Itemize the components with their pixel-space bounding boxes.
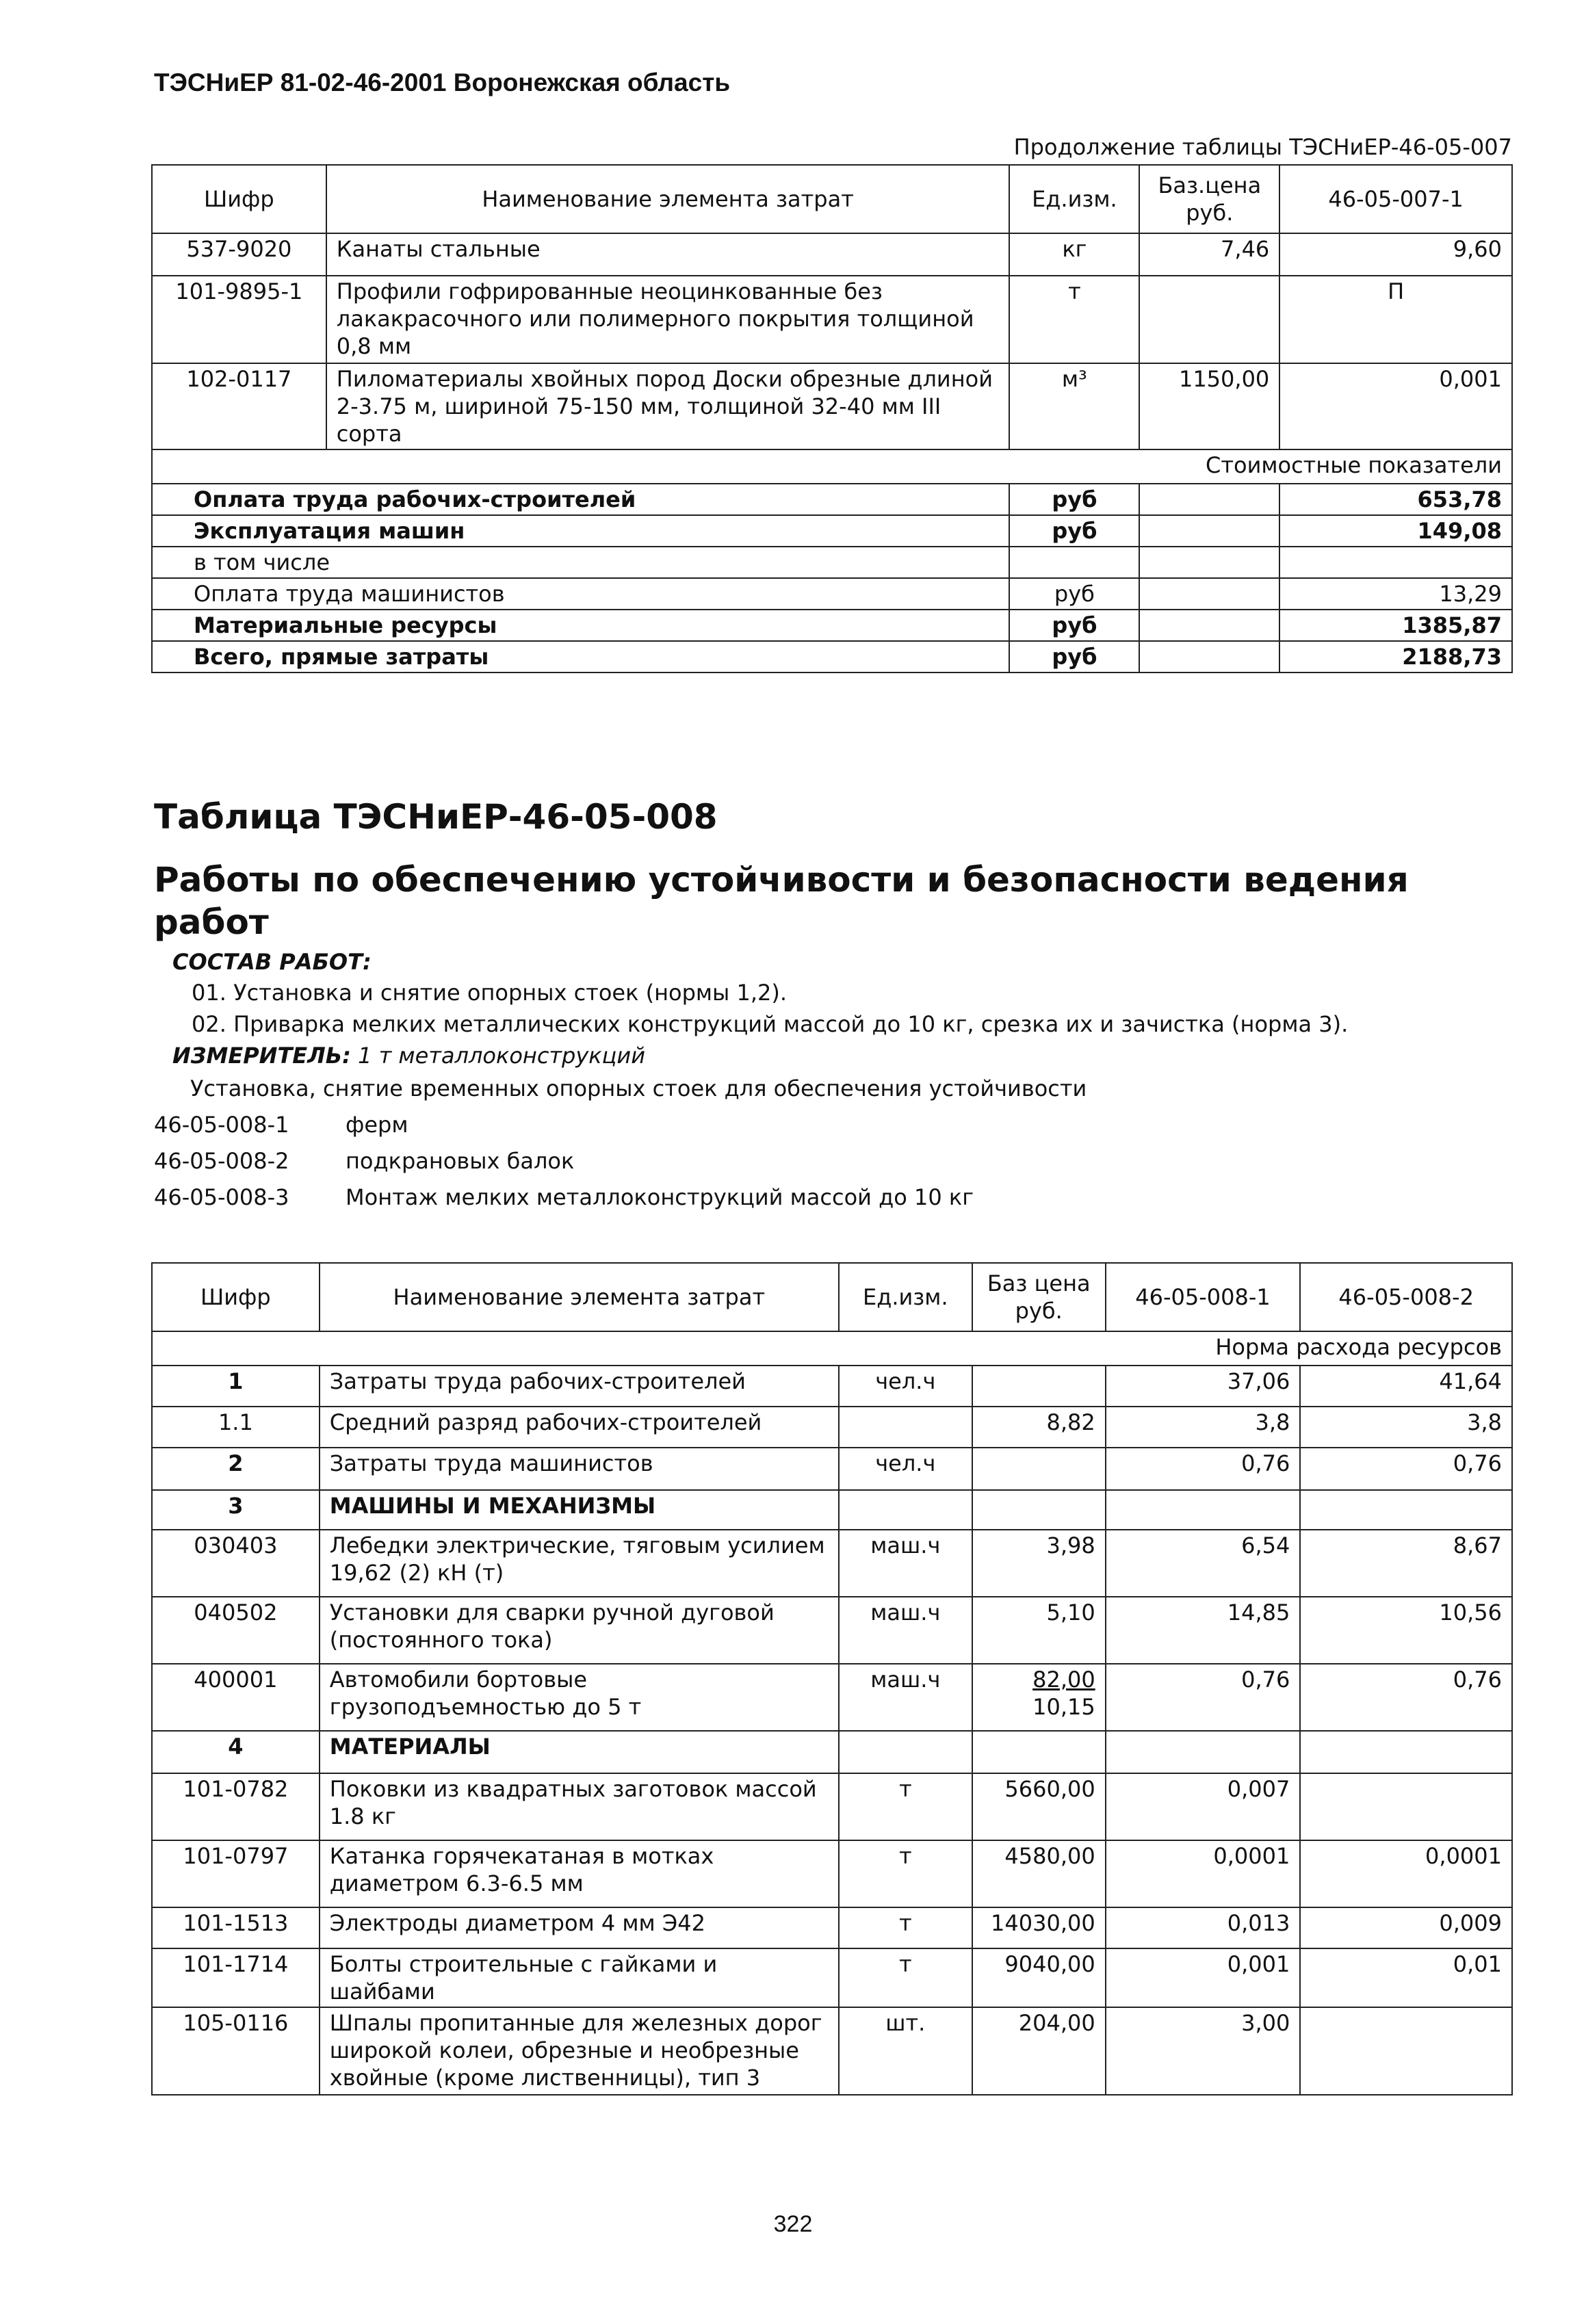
table-row bbox=[152, 1948, 1512, 2007]
cell-unit: маш.ч bbox=[839, 1530, 972, 1597]
cell-name: Пиломатериалы хвойных пород Доски обрезные длиной 2-3.75 м, шириной 75-150 мм, толщиной 32-40 мм III сорта bbox=[326, 363, 1010, 449]
cost-indicators-header: Стоимостные показатели bbox=[1139, 449, 1512, 484]
table-continuation-note: Продолжение таблицы ТЭСНиЕР-46-05-007 bbox=[1013, 134, 1512, 160]
cell-unit: кг bbox=[1009, 233, 1139, 276]
cell-unit: м³ bbox=[1009, 363, 1139, 449]
price-denominator: 10,15 bbox=[1032, 1694, 1095, 1720]
cell-price: 3,98 bbox=[972, 1530, 1106, 1597]
col-header-norm-1: 46-05-008-1 bbox=[1106, 1263, 1301, 1331]
col-header-unit: Ед.изм. bbox=[1009, 165, 1139, 233]
cell-v1: 0,76 bbox=[1106, 1664, 1301, 1731]
cell-v1: 14,85 bbox=[1106, 1597, 1301, 1664]
table-row bbox=[152, 1664, 1512, 1731]
cell-unit: т bbox=[839, 1948, 972, 2007]
cell-price: 5660,00 bbox=[972, 1773, 1106, 1840]
document-header-title: ТЭСНиЕР 81-02-46-2001 Воронежская область bbox=[154, 68, 731, 96]
meter-label: ИЗМЕРИТЕЛЬ: bbox=[172, 1043, 351, 1069]
cost-value: 149,08 bbox=[1279, 515, 1512, 547]
cost-name: в том числе bbox=[152, 547, 1009, 578]
cell-v2: 41,64 bbox=[1300, 1366, 1512, 1407]
col-header-name: Наименование элемента затрат bbox=[326, 165, 1010, 233]
table-row bbox=[152, 1448, 1512, 1490]
table-row bbox=[152, 515, 1512, 547]
table-row bbox=[152, 641, 1512, 673]
table-row bbox=[152, 276, 1512, 363]
cell-code: 101-0797 bbox=[152, 1840, 320, 1907]
cell-price bbox=[972, 1366, 1106, 1407]
cell-name: Профили гофрированные неоцинкованные без лакакрасочного или полимерного покрытия толщиной 0,8 мм bbox=[326, 276, 1010, 363]
cell-name: Канаты стальные bbox=[326, 233, 1010, 276]
meter-value: 1 т металлоконструкций bbox=[358, 1043, 645, 1069]
resource-table-46-05-008 bbox=[151, 1262, 1513, 2095]
col-header-norm: 46-05-007-1 bbox=[1279, 165, 1512, 233]
cost-value: 13,29 bbox=[1279, 578, 1512, 610]
cell-v2: 0,76 bbox=[1300, 1664, 1512, 1731]
col-header-norm-2: 46-05-008-2 bbox=[1300, 1263, 1512, 1331]
cell-code: 030403 bbox=[152, 1530, 320, 1597]
cell-v1: 3,00 bbox=[1106, 2007, 1301, 2095]
cell-price bbox=[1139, 276, 1279, 363]
cell-price: 8,82 bbox=[972, 1407, 1106, 1448]
cell-v1: 0,013 bbox=[1106, 1907, 1301, 1948]
cell-price bbox=[972, 1664, 1106, 1731]
cell-price: 7,46 bbox=[1139, 233, 1279, 276]
table-row bbox=[152, 484, 1512, 515]
price-numerator: 82,00 bbox=[1032, 1667, 1095, 1693]
cost-unit: руб bbox=[1009, 484, 1139, 515]
cell-unit: т bbox=[839, 1907, 972, 1948]
cell-price: 4580,00 bbox=[972, 1840, 1106, 1907]
cell-v2: 10,56 bbox=[1300, 1597, 1512, 1664]
resource-table-46-05-007 bbox=[151, 164, 1513, 673]
cell-price: 9040,00 bbox=[972, 1948, 1106, 2007]
cell-code: 1.1 bbox=[152, 1407, 320, 1448]
cell-name: Шпалы пропитанные для железных дорог широкой колеи, обрезные и необрезные хвойные (кроме лиственницы), тип 3 bbox=[320, 2007, 839, 2095]
cell-code: 101-0782 bbox=[152, 1773, 320, 1840]
cell-unit: шт. bbox=[839, 2007, 972, 2095]
table-row bbox=[152, 233, 1512, 276]
norm-text: ферм bbox=[346, 1112, 408, 1138]
cell-v1: 6,54 bbox=[1106, 1530, 1301, 1597]
cell-code: 101-9895-1 bbox=[152, 276, 326, 363]
cell-v1: 3,8 bbox=[1106, 1407, 1301, 1448]
norm-header: Норма расхода ресурсов bbox=[1106, 1331, 1512, 1366]
cell-v1: 0,0001 bbox=[1106, 1840, 1301, 1907]
norm-text: Монтаж мелких металлоконструкций массой до 10 кг bbox=[346, 1184, 974, 1210]
cell-v2 bbox=[1300, 2007, 1512, 2095]
cell-code: 2 bbox=[152, 1448, 320, 1490]
cell-name: Затраты труда машинистов bbox=[320, 1448, 839, 1490]
table-row bbox=[152, 1731, 1512, 1773]
composition-item: 01. Установка и снятие опорных стоек (нормы 1,2). bbox=[192, 980, 788, 1006]
cost-name: Всего, прямые затраты bbox=[152, 641, 1009, 673]
cell-unit: чел.ч bbox=[839, 1448, 972, 1490]
cell-code: 105-0116 bbox=[152, 2007, 320, 2095]
table-row bbox=[152, 363, 1512, 449]
cell-value: 9,60 bbox=[1279, 233, 1512, 276]
table-row bbox=[152, 1773, 1512, 1840]
meter-line bbox=[172, 1043, 645, 1069]
cell-name: Автомобили бортовые грузоподъемностью до 5 т bbox=[320, 1664, 839, 1731]
cost-unit bbox=[1009, 547, 1139, 578]
cell-v2: 0,01 bbox=[1300, 1948, 1512, 2007]
cell-name: Болты строительные с гайками и шайбами bbox=[320, 1948, 839, 2007]
cell-unit: маш.ч bbox=[839, 1664, 972, 1731]
cost-name: Материальные ресурсы bbox=[152, 610, 1009, 641]
cost-unit: руб bbox=[1009, 515, 1139, 547]
cell-price bbox=[972, 1448, 1106, 1490]
cell-price: 1150,00 bbox=[1139, 363, 1279, 449]
cost-name: Оплата труда рабочих-строителей bbox=[152, 484, 1009, 515]
cost-value: 2188,73 bbox=[1279, 641, 1512, 673]
cell-name: Лебедки электрические, тяговым усилием 19,62 (2) кН (т) bbox=[320, 1530, 839, 1597]
cell-name: Катанка горячекатаная в мотках диаметром 6.3-6.5 мм bbox=[320, 1840, 839, 1907]
cell-unit: т bbox=[839, 1840, 972, 1907]
cell-v2: 3,8 bbox=[1300, 1407, 1512, 1448]
cell-code: 102-0117 bbox=[152, 363, 326, 449]
table-row bbox=[152, 1366, 1512, 1407]
cell-name: Средний разряд рабочих-строителей bbox=[320, 1407, 839, 1448]
cell-v2: 8,67 bbox=[1300, 1530, 1512, 1597]
cost-name: Оплата труда машинистов bbox=[152, 578, 1009, 610]
composition-item: 02. Приварка мелких металлических конструкций массой до 10 кг, срезка их и зачистка (норма 3). bbox=[192, 1011, 1349, 1037]
col-header-name: Наименование элемента затрат bbox=[320, 1263, 839, 1331]
cell-code: 400001 bbox=[152, 1664, 320, 1731]
cell-code: 4 bbox=[152, 1731, 320, 1773]
cost-unit: руб bbox=[1009, 578, 1139, 610]
cell-name: Установки для сварки ручной дуговой (постоянного тока) bbox=[320, 1597, 839, 1664]
cell-code: 537-9020 bbox=[152, 233, 326, 276]
page-number: 322 bbox=[773, 2211, 813, 2237]
cell-code: 101-1513 bbox=[152, 1907, 320, 1948]
cost-unit: руб bbox=[1009, 641, 1139, 673]
cell-name: МАТЕРИАЛЫ bbox=[320, 1731, 839, 1773]
cell-v1: 0,76 bbox=[1106, 1448, 1301, 1490]
col-header-code: Шифр bbox=[152, 165, 326, 233]
table-row bbox=[152, 1907, 1512, 1948]
cost-value: 653,78 bbox=[1279, 484, 1512, 515]
cell-unit: т bbox=[839, 1773, 972, 1840]
cost-unit: руб bbox=[1009, 610, 1139, 641]
cell-v2: 0,009 bbox=[1300, 1907, 1512, 1948]
table-row bbox=[152, 2007, 1512, 2095]
norm-text: подкрановых балок bbox=[346, 1148, 575, 1174]
col-header-price: Баз.цена руб. bbox=[1139, 165, 1279, 233]
cost-name: Эксплуатация машин bbox=[152, 515, 1009, 547]
composition-label: СОСТАВ РАБОТ: bbox=[172, 949, 372, 975]
table-row bbox=[152, 1597, 1512, 1664]
cell-code: 040502 bbox=[152, 1597, 320, 1664]
cell-price: 5,10 bbox=[972, 1597, 1106, 1664]
group-caption: Установка, снятие временных опорных стоек для обеспечения устойчивости bbox=[190, 1075, 1087, 1101]
cost-value: 1385,87 bbox=[1279, 610, 1512, 641]
cell-code: 101-1714 bbox=[152, 1948, 320, 2007]
table-row bbox=[152, 610, 1512, 641]
cell-name: Электроды диаметром 4 мм Э42 bbox=[320, 1907, 839, 1948]
col-header-unit: Ед.изм. bbox=[839, 1263, 972, 1331]
cell-v1: 0,007 bbox=[1106, 1773, 1301, 1840]
col-header-price: Баз цена руб. bbox=[972, 1263, 1106, 1331]
work-title: Работы по обеспечению устойчивости и безопасности ведения работ bbox=[154, 860, 1409, 942]
norm-code: 46-05-008-1 bbox=[154, 1112, 289, 1138]
cell-value: 0,001 bbox=[1279, 363, 1512, 449]
cell-code: 1 bbox=[152, 1366, 320, 1407]
cell-unit bbox=[839, 1407, 972, 1448]
cell-v2: 0,0001 bbox=[1300, 1840, 1512, 1907]
cell-code: 3 bbox=[152, 1490, 320, 1530]
table-row bbox=[152, 1840, 1512, 1907]
table-row bbox=[152, 578, 1512, 610]
table-row bbox=[152, 1530, 1512, 1597]
norm-code: 46-05-008-3 bbox=[154, 1184, 289, 1210]
table-title: Таблица ТЭСНиЕР-46-05-008 bbox=[154, 797, 718, 837]
cell-price: 14030,00 bbox=[972, 1907, 1106, 1948]
table-row bbox=[152, 1407, 1512, 1448]
col-header-code: Шифр bbox=[152, 1263, 320, 1331]
cell-value: П bbox=[1279, 276, 1512, 363]
cost-value bbox=[1279, 547, 1512, 578]
cell-name: МАШИНЫ И МЕХАНИЗМЫ bbox=[320, 1490, 839, 1530]
cell-price: 204,00 bbox=[972, 2007, 1106, 2095]
cell-unit: т bbox=[1009, 276, 1139, 363]
cell-v1: 37,06 bbox=[1106, 1366, 1301, 1407]
norm-code: 46-05-008-2 bbox=[154, 1148, 289, 1174]
table-row bbox=[152, 1490, 1512, 1530]
cell-v2: 0,76 bbox=[1300, 1448, 1512, 1490]
cell-v1: 0,001 bbox=[1106, 1948, 1301, 2007]
cell-unit: маш.ч bbox=[839, 1597, 972, 1664]
cell-unit: чел.ч bbox=[839, 1366, 972, 1407]
cell-v2 bbox=[1300, 1773, 1512, 1840]
table-row bbox=[152, 547, 1512, 578]
cell-name: Затраты труда рабочих-строителей bbox=[320, 1366, 839, 1407]
cell-name: Поковки из квадратных заготовок массой 1.8 кг bbox=[320, 1773, 839, 1840]
